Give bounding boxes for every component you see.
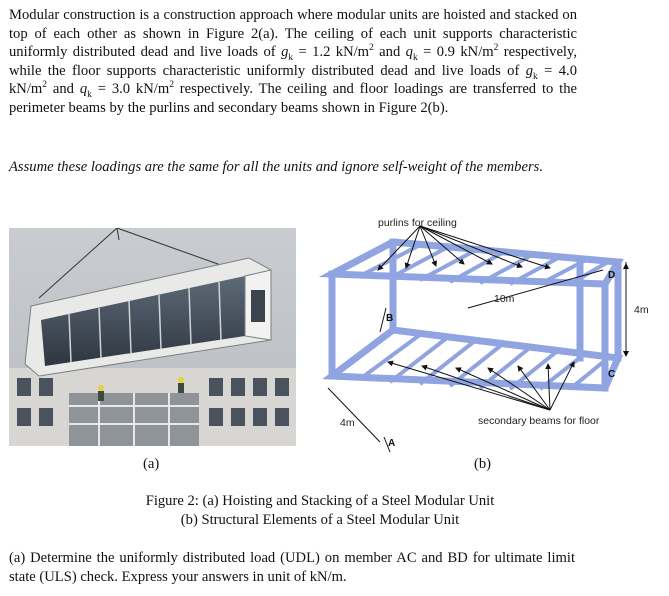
ceiling-live-load: = 0.9 kN/m (423, 44, 494, 61)
question-a: (a) Determine the uniformly distributed load (UDL) on member AC and BD for ultimate limit state (ULS) check. Express your answers in unit of kN/m. (9, 550, 575, 585)
width-label: 4m (340, 417, 355, 429)
point-b: B (386, 313, 394, 324)
intro-and-1: and (373, 44, 406, 61)
intro-text-1: Modular construction is a construction approach where modular units are hoisted and stacked on top of each other as shown in Figure 2(a). The ceiling of each unit supports characteristic uniformly distributed dead and live loads of (9, 7, 577, 61)
secondary-label: secondary beams for floor (478, 415, 600, 427)
sup-2: 2 (493, 43, 499, 54)
sub-k: k (412, 53, 418, 64)
worker-body (178, 383, 184, 393)
purlins-label: purlins for ceiling (378, 217, 457, 229)
sym-g-floor: g (525, 62, 533, 79)
intro-paragraph (9, 6, 577, 118)
worker-helmet (178, 377, 184, 383)
floor-dead-load: = 4.0 kN/m (9, 62, 577, 98)
worker-body (98, 391, 104, 401)
ceiling-dead-load: = 1.2 kN/m (298, 44, 370, 61)
sym-g-ceiling: g (281, 44, 289, 61)
subfigure-label-a: (a) (143, 456, 160, 472)
figure-caption-line2: (b) Structural Elements of a Steel Modular Unit (180, 512, 460, 528)
sub-k: k (288, 53, 294, 64)
sup-2: 2 (169, 80, 174, 91)
sub-k: k (87, 90, 92, 101)
structural-diagram (318, 212, 663, 462)
width-dimension (328, 388, 380, 442)
worker-helmet (98, 385, 104, 391)
sup-2: 2 (42, 80, 47, 91)
intro-text-2: respectively, while the floor supports characteristic uniformly distributed dead and live loads of (9, 44, 577, 79)
intro-and-2: and (47, 81, 80, 98)
module-end-window (251, 290, 265, 322)
sub-k: k (533, 71, 538, 82)
sym-q-floor: q (79, 81, 88, 98)
figure-caption-line1: Figure 2: (a) Hoisting and Stacking of a Steel Modular Unit (145, 493, 495, 509)
length-label: 10m (494, 293, 515, 305)
subfigure-label-b: (b) (474, 456, 492, 472)
hoisting-photo (9, 228, 296, 446)
sym-q-ceiling: q (405, 44, 413, 61)
point-c: C (608, 369, 616, 380)
assumption-paragraph: Assume these loadings are the same for all the units and ignore self-weight of the members. (9, 159, 543, 175)
floor-live-load: = 3.0 kN/m (97, 81, 170, 98)
intro-text-3: respectively. The ceiling and floor loadings are transferred to the perimeter beams by the purlins and secondary beams shown in Figure 2(b). (9, 81, 578, 116)
point-d: D (608, 270, 616, 281)
height-label: 4m (634, 304, 649, 316)
point-a: A (388, 438, 396, 449)
sup-2: 2 (369, 43, 374, 54)
